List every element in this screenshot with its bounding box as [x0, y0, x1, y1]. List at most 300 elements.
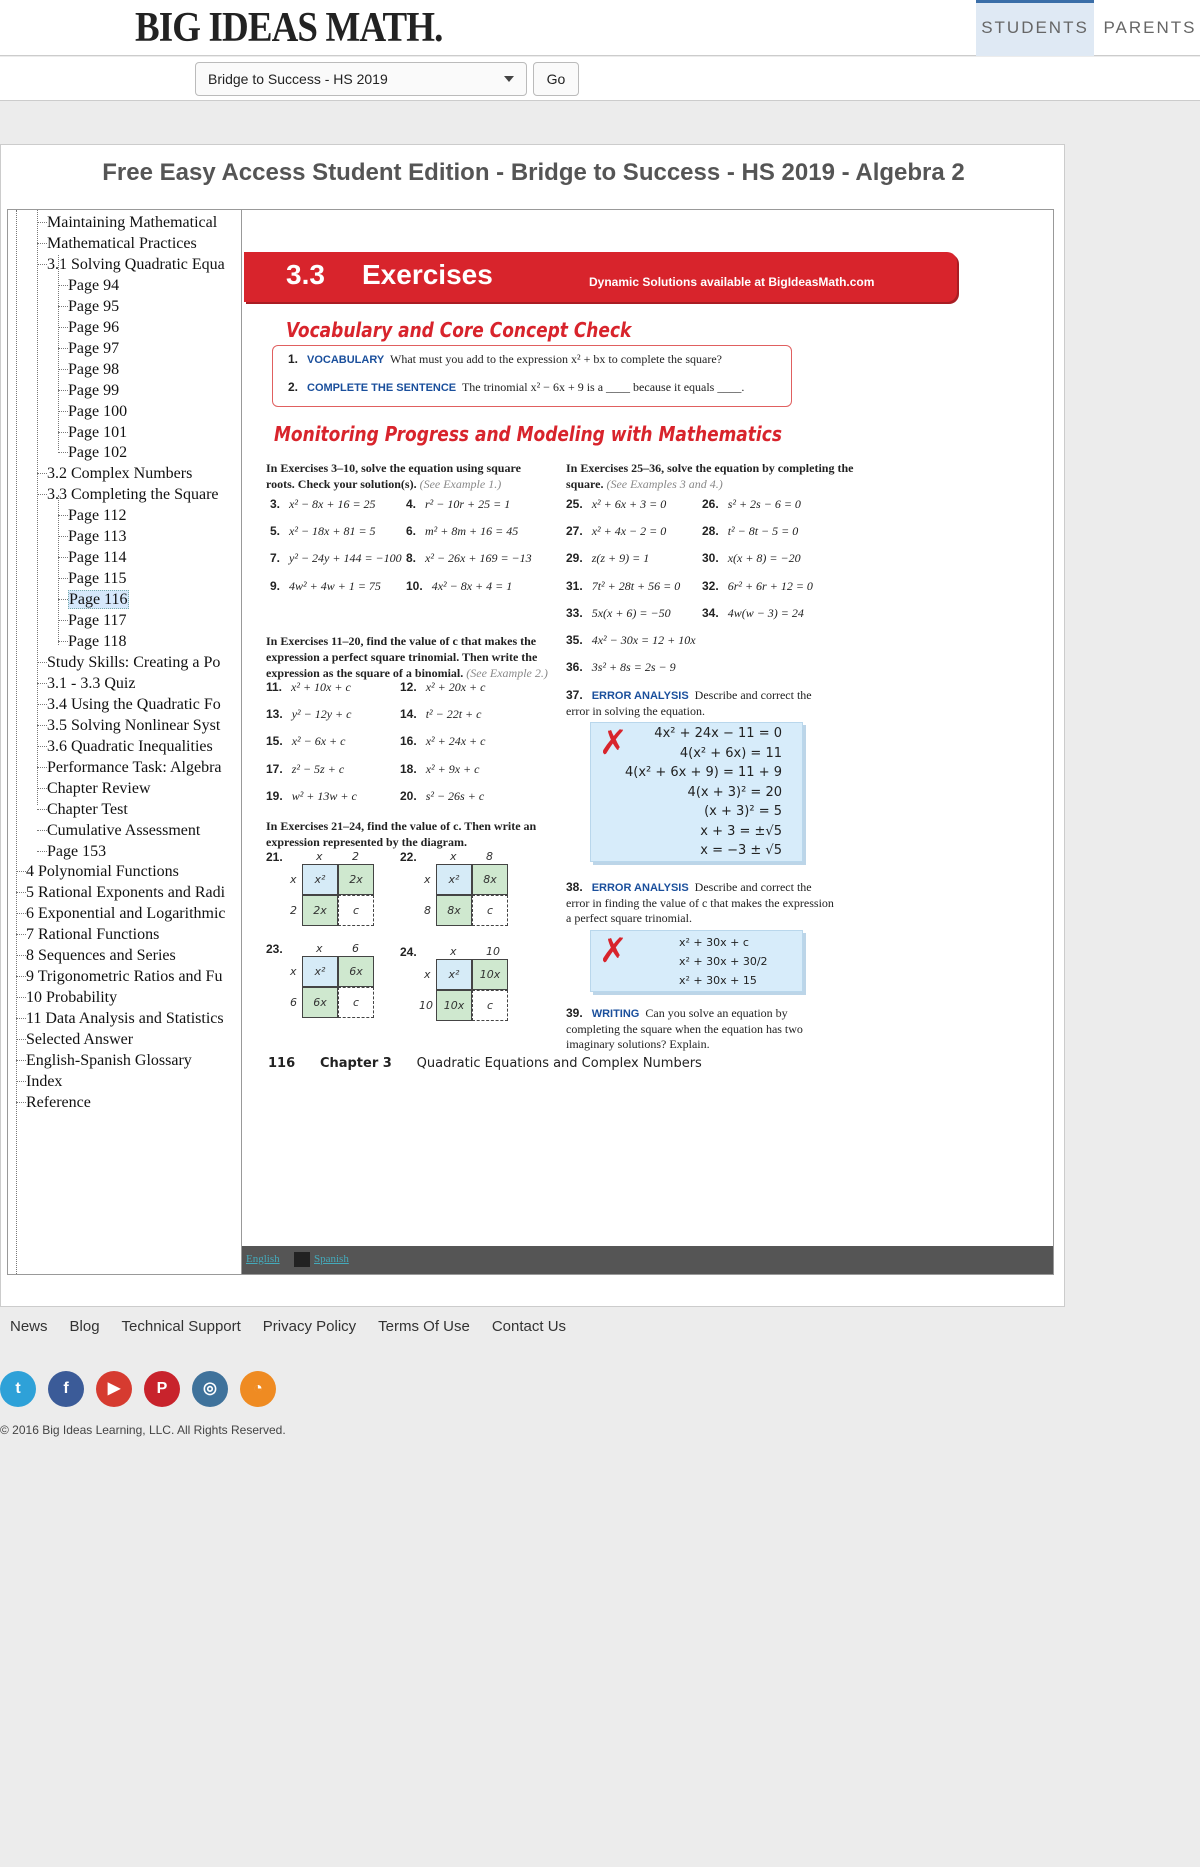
work-line: x = −3 ± √5 — [700, 843, 782, 858]
exercise-expression: x² + 20x + c — [425, 680, 486, 694]
tree-connector — [58, 348, 68, 349]
tree-connector — [16, 1018, 26, 1019]
diagram-cell: 10x — [472, 959, 508, 990]
ex2-label: COMPLETE THE SENTENCE — [307, 382, 457, 394]
tab-parents[interactable]: PARENTS — [1103, 18, 1197, 37]
diagram-cell: 8x — [436, 895, 472, 926]
footer-links — [10, 1318, 588, 1335]
english-link[interactable]: English — [246, 1253, 280, 1265]
toc-item-label: 3.5 Solving Nonlinear Syst — [47, 716, 221, 734]
tree-connector — [16, 976, 26, 977]
diagram-number — [266, 850, 283, 865]
exercise-item — [702, 497, 801, 512]
exercise-number: 6. — [406, 524, 417, 539]
tree-connector — [58, 285, 68, 286]
diagram-side-label: 8 — [424, 904, 431, 917]
exercise-expression: x² + 24x + c — [425, 734, 486, 749]
ex36-eq: 3s² + 8s = 2s − 9 — [591, 660, 676, 674]
exercise-item — [270, 524, 376, 539]
tree-connector — [58, 432, 68, 433]
exercise-expression: 4w² + 4w + 1 = 75 — [289, 578, 381, 593]
exercise-item — [406, 497, 510, 512]
copyright: © 2016 Big Ideas Learning, LLC. All Rights Reserved. — [0, 1423, 286, 1437]
diagram-top-label: 2 — [352, 850, 359, 863]
exercise-number: 5. — [270, 524, 281, 539]
work-line: x² + 30x + c — [679, 936, 749, 949]
work-line: (x + 3)² = 5 — [704, 804, 782, 819]
diagram-cell: 6x — [338, 956, 374, 987]
toc-item-label: Page 114 — [68, 549, 127, 567]
footer-link[interactable]: Privacy Policy — [262, 1318, 357, 1335]
tree-line — [16, 210, 17, 1275]
tree-connector — [37, 788, 47, 789]
tree-connector — [58, 599, 68, 600]
exercise-expression: x² − 8x + 16 = 25 — [289, 497, 376, 511]
tree-connector — [58, 557, 68, 558]
exercise-expression: 4w(w − 3) = 24 — [727, 605, 804, 620]
error-analysis-38-box — [590, 930, 803, 992]
exercise-expression: z(z + 9) = 1 — [591, 551, 650, 566]
ex1-text: What must you add to the expression x² + bx to complete the square? — [390, 352, 722, 366]
instr2-text: In Exercises 11–20, find the value of c that makes the expression a perfect square trinomial. Then write the expression as the square of a binomial. — [266, 634, 538, 680]
exercise-expression: y² − 12y + c — [291, 707, 352, 722]
exercise-item — [400, 734, 485, 749]
section-number: 3.3 — [286, 259, 325, 290]
tree-connector — [16, 1102, 26, 1103]
toc-item-label: Reference — [26, 1093, 91, 1111]
diagram-cell: x² — [436, 959, 472, 990]
work-line: x² + 30x + 30/2 — [679, 955, 768, 968]
diagram-side-label: x — [290, 965, 297, 978]
exercise-number: 9. — [270, 578, 281, 593]
section-title: Exercises — [362, 259, 493, 290]
exercise-expression: x² + 4x − 2 = 0 — [591, 524, 667, 539]
tree-connector — [58, 641, 68, 642]
tree-connector — [37, 683, 47, 684]
tree-connector — [37, 767, 47, 768]
diagram-cell: x² — [302, 864, 338, 895]
ex39-text: Can you solve an equation by completing the square when the equation has two imaginary solutions? Explain. — [566, 1006, 803, 1051]
toc-item-label: Page 101 — [68, 423, 128, 441]
exercise-item — [566, 579, 680, 594]
diagram-number-label: 23. — [266, 942, 283, 956]
twitter-icon[interactable]: t — [0, 1371, 36, 1407]
exercise-number: 7. — [270, 551, 281, 566]
vocab-heading: Vocabulary and Core Concept Check — [286, 318, 632, 342]
exercise-expression: x² + 6x + 3 = 0 — [591, 497, 667, 511]
go-button[interactable]: Go — [533, 62, 579, 96]
exercise-number: 18. — [400, 761, 417, 776]
diagram-cell: c — [472, 990, 508, 1021]
exercise-35 — [566, 633, 696, 648]
tree-connector — [58, 327, 68, 328]
exercise-item — [400, 707, 481, 722]
tree-line — [37, 210, 38, 805]
exercise-expression: s² − 26s + c — [425, 788, 485, 803]
exercise-number: 14. — [400, 707, 417, 722]
tree-connector — [16, 997, 26, 998]
book-select-dropdown[interactable] — [195, 62, 527, 96]
chapter-title: Quadratic Equations and Complex Numbers — [416, 1056, 702, 1071]
work-line: 4(x² + 6x) = 11 — [679, 745, 782, 761]
toc-item-label: Chapter Test — [47, 800, 128, 818]
instr4-ref: (See Examples 3 and 4.) — [606, 477, 723, 491]
instructions-3-10 — [266, 460, 551, 492]
exercise-item — [566, 551, 649, 566]
exercise-number: 11. — [266, 680, 283, 694]
exercise-item — [406, 524, 518, 539]
toc-item-label: Study Skills: Creating a Po — [47, 653, 221, 671]
error-x-icon: ✗ — [599, 723, 628, 763]
exercise-number: 34. — [702, 605, 719, 620]
toc-item-label: Page 102 — [68, 444, 128, 462]
tree-line — [58, 255, 59, 450]
exercise-expression: 4x² − 8x + 4 = 1 — [431, 578, 513, 593]
exercise-item — [266, 707, 351, 722]
exercise-item — [566, 497, 666, 512]
work-line: 4x² + 24x − 11 = 0 — [654, 726, 782, 741]
exercise-39: 39. WRITING Can you solve an equation by completing the square when the equation has two imaginary solutions? Explain. — [566, 1006, 803, 1051]
tree-connector — [37, 851, 47, 852]
tab-students[interactable]: STUDENTS — [976, 0, 1094, 56]
diagram-top-label: x — [316, 850, 323, 863]
toc-item-label: Page 115 — [68, 570, 127, 588]
exercise-item — [266, 762, 344, 777]
tree-connector — [16, 1081, 26, 1082]
exercise-number: 28. — [702, 524, 719, 539]
chevron-down-icon — [504, 76, 514, 82]
exercise-number: 12. — [400, 680, 417, 694]
exercise-expression: z² − 5z + c — [291, 761, 345, 776]
toc-item-label: Page 98 — [68, 360, 120, 378]
exercise-number: 30. — [702, 551, 719, 566]
tree-connector — [58, 578, 68, 579]
work-line: 4(x² + 6x + 9) = 11 + 9 — [625, 765, 782, 780]
rss-icon[interactable]: ◔ — [240, 1371, 276, 1407]
exercise-item — [406, 551, 532, 566]
tree-connector — [37, 725, 47, 726]
tree-connector — [37, 264, 47, 265]
exercise-expression: s² + 2s − 6 = 0 — [727, 497, 801, 511]
facebook-icon[interactable]: f — [48, 1371, 84, 1407]
diagram-side-label: x — [424, 873, 431, 886]
diagram-side-label: 2 — [290, 904, 297, 917]
tree-connector — [37, 222, 47, 223]
exercise-number: 3. — [270, 497, 281, 511]
toc-item-label: Mathematical Practices — [47, 234, 197, 252]
exercise-36 — [566, 660, 676, 675]
ex2-text: The trinomial x² − 6x + 9 is a ____ because it equals ____. — [461, 380, 745, 394]
tree-connector — [37, 662, 47, 663]
exercise-number: 20. — [400, 788, 417, 803]
exercise-expression: w² + 13w + c — [291, 788, 357, 803]
spanish-link[interactable]: Spanish — [314, 1253, 349, 1265]
instructions-25-36 — [566, 460, 856, 492]
exercise-item — [266, 680, 351, 695]
exercise-expression: x² − 6x + c — [291, 734, 346, 749]
instr4-text: In Exercises 25–36, solve the equation by completing the square. — [566, 461, 854, 491]
exercise-item — [270, 497, 376, 512]
ex35-num: 35. — [566, 633, 583, 647]
toc-item-label: Page 116 — [69, 591, 128, 609]
exercise-2: 2. COMPLETE THE SENTENCE The trinomial x² − 6x + 9 is a ____ because it equals ____. — [288, 380, 745, 394]
toc-item-label: 3.3 Completing the Square — [47, 486, 219, 504]
instructions-11-20 — [266, 633, 551, 681]
exercise-expression: 5x(x + 6) = −50 — [591, 605, 671, 620]
toc-item-label: 3.1 - 3.3 Quiz — [47, 674, 136, 692]
dynamic-solutions-note: Dynamic Solutions available at BigIdeasMath.com — [589, 275, 875, 289]
exercise-item — [406, 579, 512, 594]
exercise-number: 31. — [566, 578, 583, 593]
tree-connector — [16, 871, 26, 872]
tree-connector — [16, 1039, 26, 1040]
chapter-label: Chapter 3 — [319, 1056, 392, 1071]
diagram-top-label: 6 — [352, 942, 359, 955]
diagram-number — [400, 850, 417, 865]
toc-item-label: Page 112 — [68, 507, 127, 525]
main-panel — [0, 144, 1065, 1307]
exercise-expression: 7t² + 28t + 56 = 0 — [591, 578, 681, 593]
exercise-item — [702, 579, 813, 594]
toc-item-label: 3.1 Solving Quadratic Equa — [47, 255, 225, 273]
exercise-item — [400, 762, 479, 777]
instr2-ref: (See Example 2.) — [466, 666, 548, 680]
language-bar — [242, 1246, 1054, 1274]
book-page-viewer[interactable] — [241, 209, 1054, 1275]
exercise-number: 27. — [566, 524, 583, 539]
tree-connector — [58, 390, 68, 391]
toc-item-label: 3.4 Using the Quadratic Fo — [47, 695, 221, 713]
ex38-label: ERROR ANALYSIS — [591, 882, 689, 894]
tree-connector — [37, 830, 47, 831]
diagram-cell: c — [338, 895, 374, 926]
footer-link[interactable]: Blog — [69, 1318, 100, 1335]
tree-connector — [37, 243, 47, 244]
exercise-item — [266, 789, 357, 804]
ex39-label: WRITING — [591, 1008, 640, 1020]
exercise-number: 33. — [566, 605, 583, 620]
exercise-item — [270, 579, 381, 594]
exercise-expression: x² − 18x + 81 = 5 — [289, 524, 376, 539]
diagram-top-label: x — [316, 942, 323, 955]
toc-item-label: Page 99 — [68, 381, 120, 399]
exercise-item — [266, 734, 345, 749]
tree-connector — [58, 620, 68, 621]
tree-connector — [37, 494, 47, 495]
ex35-eq: 4x² − 30x = 12 + 10x — [591, 633, 696, 647]
tree-connector — [58, 452, 68, 453]
diagram-top-label: 10 — [486, 945, 500, 958]
diagram-cell: x² — [302, 956, 338, 987]
tree-connector — [37, 473, 47, 474]
brand-logo[interactable]: BIG IDEAS MATH. — [135, 5, 443, 51]
diagram-side-label: 10 — [419, 999, 433, 1012]
tree-line — [58, 495, 59, 645]
exercise-item — [400, 680, 485, 695]
toc-item-label: 6 Exponential and Logarithmic — [26, 905, 226, 923]
diagram-cell: 2x — [338, 864, 374, 895]
toc-item-label: Index — [26, 1072, 63, 1090]
ex36-num: 36. — [566, 660, 583, 674]
exercise-number: 15. — [266, 734, 283, 749]
exercise-item — [566, 524, 666, 539]
tree-connector — [37, 746, 47, 747]
exercise-expression: x² − 26x + 169 = −13 — [425, 551, 532, 566]
pinterest-icon[interactable]: P — [144, 1371, 180, 1407]
diagram-side-label: x — [290, 873, 297, 886]
monitoring-heading: Monitoring Progress and Modeling with Mathematics — [274, 422, 782, 446]
exercise-expression: x² + 10x + c — [291, 680, 351, 694]
toc-item-label: Selected Answer — [26, 1031, 134, 1049]
diagram-cell: c — [338, 987, 374, 1018]
exercise-item — [702, 551, 801, 566]
footer-link[interactable]: News — [10, 1318, 48, 1335]
exercise-item — [702, 524, 798, 539]
diagram-number — [400, 945, 417, 960]
toc-item-label: Page 95 — [68, 297, 120, 315]
tree-connector — [16, 892, 26, 893]
footer-link[interactable]: Contact Us — [491, 1318, 567, 1335]
toc-item-label: 10 Probability — [26, 989, 118, 1007]
diagram-cell: 10x — [436, 990, 472, 1021]
exercise-item — [702, 606, 804, 621]
exercise-number: 19. — [266, 788, 283, 803]
exercise-37: 37. ERROR ANALYSIS Describe and correct the error in solving the equation. — [566, 688, 812, 718]
toc-item-label: Page 96 — [68, 318, 120, 336]
book-selector-bar — [0, 57, 1200, 101]
top-header — [0, 0, 1200, 56]
toc-item-label: Page 117 — [68, 612, 127, 630]
work-line: 4(x + 3)² = 20 — [687, 784, 782, 800]
toc-item-label: 9 Trigonometric Ratios and Fu — [26, 968, 223, 986]
exercise-expression: r² − 10r + 25 = 1 — [425, 497, 511, 511]
diagram-top-label: x — [450, 945, 457, 958]
youtube-icon[interactable]: ▶ — [96, 1371, 132, 1407]
exercise-number: 4. — [406, 497, 417, 511]
toc-item-label: Page 153 — [47, 842, 107, 860]
tree-connector — [37, 809, 47, 810]
exercise-expression: t² − 8t − 5 = 0 — [727, 524, 799, 539]
tree-connector — [16, 1060, 26, 1061]
tree-connector — [58, 536, 68, 537]
page-title: Free Easy Access Student Edition - Bridge to Success - HS 2019 - Algebra 2 — [102, 159, 965, 186]
diagram-number — [266, 942, 283, 957]
toc-item-label: Chapter Review — [47, 779, 151, 797]
speaker-icon[interactable] — [294, 1252, 310, 1267]
toc-item-label: English-Spanish Glossary — [26, 1052, 192, 1069]
toc-item-label: Performance Task: Algebra — [47, 758, 222, 776]
exercise-item — [400, 789, 484, 804]
exercise-expression: y² − 24y + 144 = −100 — [289, 551, 402, 566]
book-select-value: Bridge to Success - HS 2019 — [208, 71, 388, 87]
exercise-expression: x(x + 8) = −20 — [727, 551, 801, 566]
toc-item-label: Page 94 — [68, 276, 120, 294]
exercise-number: 32. — [702, 578, 719, 593]
exercise-number: 8. — [406, 551, 417, 566]
diagram-number-label: 21. — [266, 850, 283, 864]
toc-item-label: Maintaining Mathematical — [47, 214, 218, 231]
diagram-side-label: 6 — [290, 996, 297, 1009]
exercises-banner — [244, 252, 957, 302]
tree-connector — [37, 704, 47, 705]
tree-connector — [58, 306, 68, 307]
error-x-icon: ✗ — [599, 931, 628, 971]
exercise-number: 29. — [566, 551, 583, 566]
exercise-expression: 6r² + 6r + 12 = 0 — [727, 578, 813, 593]
diagram-side-label: x — [424, 968, 431, 981]
toc-item-label: Page 100 — [68, 402, 128, 420]
work-line: x + 3 = ±√5 — [700, 823, 782, 839]
exercise-item — [270, 551, 402, 566]
diagram-cell: 6x — [302, 987, 338, 1018]
exercise-number: 16. — [400, 734, 417, 749]
instagram-icon[interactable]: ◎ — [192, 1371, 228, 1407]
footer-link[interactable]: Terms Of Use — [378, 1318, 470, 1335]
ex38-text: Describe and correct the error in finding the value of c that makes the expression a perfect square trinomial. — [566, 880, 834, 925]
tree-connector — [58, 411, 68, 412]
diagram-top-label: 8 — [486, 850, 493, 863]
page-number: 116 — [268, 1056, 296, 1071]
exercise-number: 13. — [266, 707, 283, 722]
toc-item-label: Page 113 — [68, 528, 127, 546]
toc-item-label: Page 97 — [68, 339, 120, 357]
diagram-cell: 2x — [302, 895, 338, 926]
toc-item-label: 11 Data Analysis and Statistics — [26, 1010, 224, 1028]
work-line: x² + 30x + 15 — [679, 974, 757, 987]
toc-item-label: 3.6 Quadratic Inequalities — [47, 737, 213, 755]
toc-item-label: 3.2 Complex Numbers — [47, 465, 193, 483]
exercise-expression: t² − 22t + c — [425, 707, 482, 722]
tree-connector — [58, 515, 68, 516]
exercise-38: 38. ERROR ANALYSIS Describe and correct the error in finding the value of c that makes the expression a perfect square trinomial. — [566, 880, 834, 925]
toc-item-label: Page 118 — [68, 633, 127, 650]
exercise-number: 10. — [406, 578, 423, 593]
exercise-item — [566, 606, 671, 621]
exercise-expression: x² + 9x + c — [425, 761, 480, 776]
error-analysis-37-box — [590, 722, 803, 862]
exercise-number: 25. — [566, 497, 583, 511]
instr1-text: In Exercises 3–10, solve the equation using square roots. Check your solution(s). — [266, 461, 521, 491]
toc-item-label: 5 Rational Exponents and Radi — [26, 884, 226, 902]
toc-item-label: 7 Rational Functions — [26, 926, 160, 944]
ex37-text: Describe and correct the error in solving the equation. — [566, 688, 812, 718]
table-of-contents[interactable] — [7, 209, 242, 1275]
tree-connector — [16, 934, 26, 935]
tree-connector — [16, 955, 26, 956]
exercise-expression: m² + 8m + 16 = 45 — [425, 524, 519, 539]
diagram-cell: x² — [436, 864, 472, 895]
exercise-number: 26. — [702, 497, 719, 511]
tree-connector — [58, 369, 68, 370]
toc-item-label: 4 Polynomial Functions — [26, 863, 179, 881]
diagram-top-label: x — [450, 850, 457, 863]
toc-item-label: 8 Sequences and Series — [26, 947, 176, 965]
exercise-1: 1. VOCABULARY What must you add to the expression x² + bx to complete the square? — [288, 352, 722, 366]
footer-link[interactable]: Technical Support — [121, 1318, 241, 1335]
toc-item-label: Cumulative Assessment — [47, 821, 201, 839]
ex1-label: VOCABULARY — [307, 354, 385, 366]
toc-item[interactable] — [26, 1090, 91, 1115]
diagram-number-label: 24. — [400, 945, 417, 959]
instr1-ref: (See Example 1.) — [419, 477, 502, 491]
page-footer — [268, 1056, 702, 1071]
instructions-21-24: In Exercises 21–24, find the value of c. Then write an expression represented by the diagram. — [266, 819, 537, 849]
ex37-label: ERROR ANALYSIS — [591, 690, 689, 702]
tree-connector — [16, 913, 26, 914]
diagram-cell: c — [472, 895, 508, 926]
exercise-number: 17. — [266, 761, 283, 776]
diagram-cell: 8x — [472, 864, 508, 895]
